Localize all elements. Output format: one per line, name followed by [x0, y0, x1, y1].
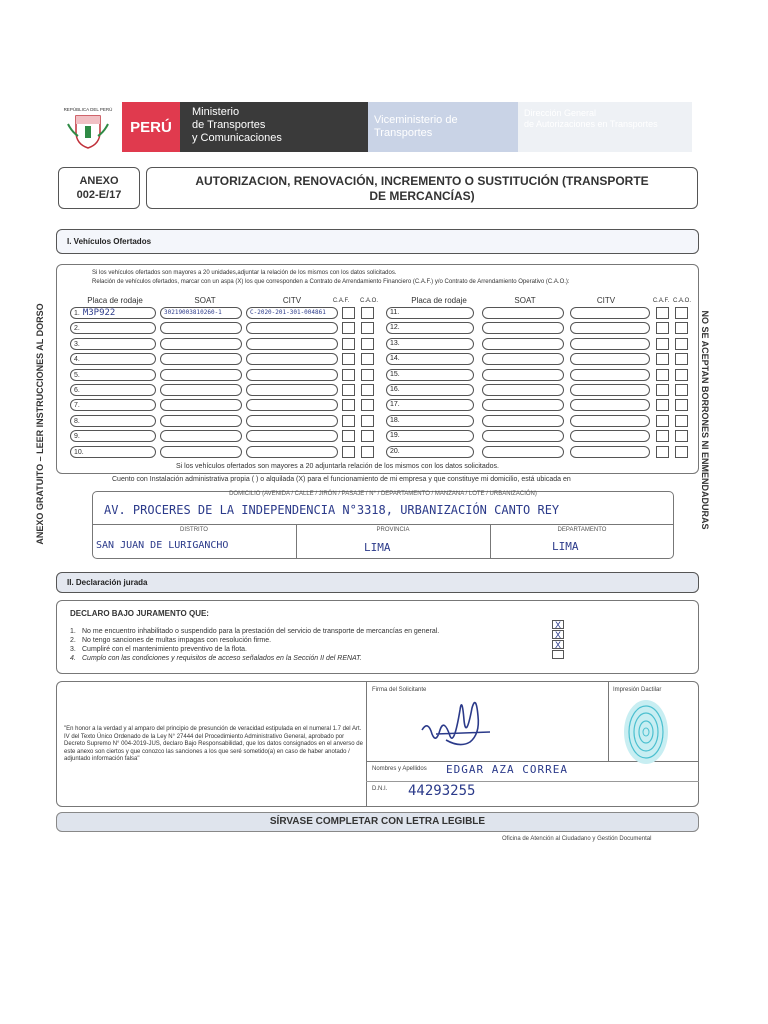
cao-checkbox[interactable] [675, 446, 688, 458]
header-banner [56, 102, 692, 152]
declaration-number: 4. [70, 655, 76, 662]
cao-checkbox[interactable] [361, 399, 374, 411]
soat-field[interactable] [160, 384, 242, 396]
row-number: 16. [390, 386, 400, 393]
caf-checkbox[interactable] [342, 322, 355, 334]
caf-checkbox[interactable] [342, 430, 355, 442]
plate-value: M3P922 [82, 308, 116, 318]
side-text-right: NO SE ACEPTAN BORRONES NI ENMENDADURAS [700, 310, 710, 530]
cao-checkbox[interactable] [675, 399, 688, 411]
declaration-text: No me encuentro inhabilitado o suspendido para la prestación del servicio de transporte de mercancías en general. [82, 628, 440, 635]
declaration-item [70, 646, 247, 653]
row-number: 11. [390, 309, 400, 316]
dni-label: D.N.I. [372, 786, 388, 792]
citv-field[interactable] [246, 353, 338, 365]
declaration-checkbox[interactable] [552, 650, 564, 659]
citv-field[interactable] [570, 446, 650, 458]
declaration-number: 3. [70, 646, 76, 653]
cao-checkbox[interactable] [361, 415, 374, 427]
declaration-text: Cumpliré con el mantenimiento preventivo de la flota. [82, 646, 247, 653]
caf-checkbox[interactable] [656, 338, 669, 350]
plate-field[interactable] [386, 399, 474, 411]
citv-field[interactable] [246, 430, 338, 442]
row-number: 7. [74, 402, 80, 410]
caf-checkbox[interactable] [656, 307, 669, 319]
province-field[interactable]: LIMA [364, 541, 391, 554]
cao-checkbox[interactable] [675, 369, 688, 381]
citv-field[interactable] [246, 399, 338, 411]
fingerprint-image [622, 698, 670, 771]
soat-field[interactable] [482, 369, 564, 381]
cao-checkbox[interactable] [675, 353, 688, 365]
declaration-item [70, 637, 271, 644]
plate-field[interactable] [386, 384, 474, 396]
fingerprint-label: Impresión Dactilar [613, 687, 662, 693]
soat-field[interactable] [482, 446, 564, 458]
row-number: 12. [390, 324, 400, 332]
declaration-number: 1. [70, 628, 76, 635]
soat-field[interactable] [160, 399, 242, 411]
col-plate-right: Placa de rodaje [411, 296, 467, 305]
soat-field[interactable] [160, 446, 242, 458]
plate-field[interactable] [386, 430, 474, 442]
department-label: DEPARTAMENTO [557, 527, 607, 533]
citv-field[interactable] [570, 307, 650, 319]
citv-field[interactable] [570, 369, 650, 381]
plate-field[interactable] [386, 307, 474, 319]
row-number: 5. [74, 371, 80, 379]
citv-field[interactable] [246, 415, 338, 427]
caf-checkbox[interactable] [656, 353, 669, 365]
row-number: 8. [74, 417, 80, 425]
declaration-checkbox[interactable]: X [552, 640, 564, 649]
citv-field[interactable] [570, 399, 650, 411]
cao-checkbox[interactable] [361, 353, 374, 365]
citv-field[interactable] [570, 353, 650, 365]
citv-field[interactable] [570, 338, 650, 350]
vehicles-note-2: Relación de vehículos ofertados, marcar con un aspa (X) los que corresponden a Contrato de Arrendamiento Financiero (C.A.F.) y/o Contrato de Arrendamiento Operativo (C.A.O.): [92, 279, 570, 285]
row-number: 3. [74, 340, 80, 348]
cao-checkbox[interactable] [675, 384, 688, 396]
ministry-line: de Transportes [192, 119, 266, 131]
row-number: 1. [74, 310, 80, 317]
soat-field[interactable]: 30219003810260-1 [160, 307, 242, 319]
row-number: 15. [390, 370, 400, 378]
citv-field[interactable] [246, 322, 338, 334]
cao-checkbox[interactable] [675, 322, 688, 334]
caf-checkbox[interactable] [342, 369, 355, 381]
office-footer: Oficina de Atención al Ciudadano y Gestión Documental [502, 836, 652, 842]
anexo-label: ANEXO [79, 175, 119, 187]
soat-field[interactable] [160, 430, 242, 442]
soat-field[interactable] [482, 399, 564, 411]
caf-checkbox[interactable] [656, 369, 669, 381]
citv-field[interactable] [570, 322, 650, 334]
soat-field[interactable] [482, 384, 564, 396]
cao-checkbox[interactable] [675, 430, 688, 442]
names-field[interactable]: EDGAR AZA CORREA [446, 763, 568, 776]
row-number: 17. [390, 401, 400, 409]
col-cao-left: C.A.O. [359, 298, 378, 304]
plate-field[interactable] [70, 307, 156, 319]
province-label: PROVINCIA [376, 527, 410, 533]
viceministry-label [368, 102, 518, 152]
declaration-item [70, 628, 439, 635]
row-number: 6. [74, 387, 80, 394]
soat-field[interactable] [160, 322, 242, 334]
ministry-line: Ministerio [192, 106, 240, 118]
ministry-line: y Comunicaciones [192, 132, 282, 144]
row-number: 20. [390, 447, 400, 455]
col-soat-left: SOAT [194, 296, 216, 305]
section2-label: II. Declaración jurada [67, 578, 148, 587]
plate-field[interactable] [386, 322, 474, 334]
plate-field[interactable] [70, 399, 156, 411]
soat-field[interactable] [160, 353, 242, 365]
col-caf-left: C.A.F. [332, 298, 350, 304]
caf-checkbox[interactable] [656, 446, 669, 458]
address-field[interactable]: AV. PROCERES DE LA INDEPENDENCIA N°3318, URBANIZACIÓN CANTO REY [104, 503, 560, 517]
caf-checkbox[interactable] [342, 399, 355, 411]
cao-checkbox[interactable] [675, 338, 688, 350]
plate-field[interactable] [70, 430, 156, 442]
signature-divider [608, 681, 609, 761]
plate-field[interactable] [70, 322, 156, 334]
legal-declaration-text: "En honor a la verdad y al amparo del principio de presunción de veracidad estipulada en el numeral 1.7 del Art. IV del Texto Único Ordenado de la Ley N° 27444 del Procedimiento Administrativo General, aprobado por Decreto Supremo N° 004-2019-JUS, declaro Bajo Responsabilidad, que los datos consignados en el anverso de este anexo son ciertos y que conozco las sanciones a los que seré sometido(a) en caso de haber anotado / adjuntado información falsa" [64, 726, 363, 762]
plate-field[interactable] [386, 415, 474, 427]
plate-field[interactable] [70, 446, 156, 458]
col-soat-right: SOAT [514, 296, 536, 305]
cao-checkbox[interactable] [361, 369, 374, 381]
declaration-text: Cumplo con las condiciones y requisitos de acceso señalados en la Sección II del RENAT. [82, 655, 362, 662]
cao-checkbox[interactable] [361, 446, 374, 458]
caf-checkbox[interactable] [342, 415, 355, 427]
address-divider [92, 524, 674, 525]
row-number: 13. [390, 339, 400, 347]
installation-line: Cuento con Instalación administrativa propia ( ) o alquilada (X) para el funcionamiento de mi empresa y que constituye mi domicilio, está ubicada en [112, 476, 571, 483]
vehicles-note-3: Si los vehículos ofertados son mayores a 20 adjuntarla relación de los mismos con los datos solicitados. [176, 463, 499, 470]
caf-checkbox[interactable] [656, 322, 669, 334]
caf-checkbox[interactable] [656, 430, 669, 442]
signature-divider [366, 681, 367, 807]
country-label: PERÚ [122, 102, 180, 152]
declaration-text: No tengo sanciones de multas impagas con resolución firme. [82, 637, 272, 644]
citv-field[interactable] [246, 338, 338, 350]
viceministry-line: Viceministerio de [374, 114, 458, 126]
signature-image[interactable] [416, 690, 496, 761]
soat-field[interactable] [160, 415, 242, 427]
district-label: DISTRITO [180, 527, 208, 533]
signature-label: Firma del Solicitante [372, 687, 427, 693]
caf-checkbox[interactable] [656, 415, 669, 427]
caf-checkbox[interactable] [342, 384, 355, 396]
anexo-code: 002-E/17 [76, 189, 122, 201]
caf-checkbox[interactable] [656, 384, 669, 396]
row-number: 2. [74, 325, 80, 333]
caf-checkbox[interactable] [342, 338, 355, 350]
row-number: 14. [390, 355, 400, 363]
signature-divider [366, 781, 699, 782]
address-label: DOMICILIO (AVENIDA / CALLE / JIRÓN / PASAJE / N° / DEPARTAMENTO / MANZANA / LOTE / URBANIZACIÓN) [229, 491, 537, 497]
plate-field[interactable] [386, 369, 474, 381]
col-citv-right: CITV [596, 296, 616, 305]
declaration-checkbox[interactable]: X [552, 620, 564, 629]
declaration-heading: DECLARO BAJO JURAMENTO QUE: [70, 609, 209, 618]
citv-field[interactable] [570, 415, 650, 427]
col-caf-right: C.A.F. [652, 298, 670, 304]
anexo-box [58, 167, 140, 209]
citv-field[interactable] [570, 430, 650, 442]
col-plate-left: Placa de rodaje [87, 296, 143, 305]
soat-field[interactable] [482, 430, 564, 442]
ministry-label [180, 102, 368, 152]
cao-checkbox[interactable] [361, 322, 374, 334]
declaration-item [70, 655, 362, 662]
direction-line: de Autorizaciones en Transportes [524, 119, 658, 129]
cao-checkbox[interactable] [361, 430, 374, 442]
plate-field[interactable] [70, 384, 156, 396]
section1-header [56, 229, 699, 254]
section1-label: I. Vehículos Ofertados [67, 237, 152, 246]
plate-field[interactable] [70, 415, 156, 427]
cao-checkbox[interactable] [361, 384, 374, 396]
viceministry-line: Transportes [374, 127, 433, 139]
plate-field[interactable] [70, 369, 156, 381]
row-number: 4. [74, 356, 80, 364]
soat-field[interactable] [482, 353, 564, 365]
plate-field[interactable] [70, 353, 156, 365]
soat-field[interactable] [482, 322, 564, 334]
soat-field[interactable] [482, 415, 564, 427]
plate-field[interactable] [386, 446, 474, 458]
department-field[interactable]: LIMA [552, 540, 579, 553]
declaration-checkbox[interactable]: X [552, 630, 564, 639]
row-number: 9. [74, 433, 80, 441]
plate-field[interactable] [70, 338, 156, 350]
caf-checkbox[interactable] [342, 307, 355, 319]
citv-field[interactable] [570, 384, 650, 396]
peru-shield-logo [56, 102, 120, 152]
col-citv-left: CITV [282, 296, 302, 305]
vehicles-note-1: Si los vehículos ofertados son mayores a 20 unidades,adjuntar la relación de los mismos con los datos solicitados. [92, 270, 397, 276]
cao-checkbox[interactable] [675, 415, 688, 427]
citv-field[interactable] [246, 369, 338, 381]
cao-checkbox[interactable] [675, 307, 688, 319]
names-label: Nombres y Apellidos [372, 766, 427, 772]
declaration-number: 2. [70, 637, 76, 644]
form-title: AUTORIZACION, RENOVACIÓN, INCREMENTO O SUSTITUCIÓN (TRANSPORTE DE MERCANCÍAS) [146, 167, 698, 209]
citv-field[interactable] [246, 384, 338, 396]
plate-field[interactable] [386, 338, 474, 350]
soat-field[interactable] [160, 369, 242, 381]
cao-checkbox[interactable] [361, 338, 374, 350]
col-cao-right: C.A.O. [672, 298, 691, 304]
row-number: 18. [390, 416, 400, 424]
caf-checkbox[interactable] [656, 399, 669, 411]
legible-notice: SÍRVASE COMPLETAR CON LETRA LEGIBLE [56, 812, 699, 832]
plate-field[interactable] [386, 353, 474, 365]
shield-caption: REPÚBLICA DEL PERÚ [63, 107, 113, 112]
caf-checkbox[interactable] [342, 446, 355, 458]
row-number: 10. [74, 448, 84, 456]
direction-line: Dirección General [524, 108, 597, 118]
caf-checkbox[interactable] [342, 353, 355, 365]
section2-header [56, 572, 699, 593]
side-text-left: ANEXO GRATUITO – LEER INSTRUCCIONES AL DORSO [35, 303, 45, 545]
row-number: 19. [390, 432, 400, 440]
soat-field[interactable] [482, 307, 564, 319]
citv-field[interactable] [246, 446, 338, 458]
cao-checkbox[interactable] [361, 307, 374, 319]
direction-label [518, 102, 692, 152]
district-field[interactable]: SAN JUAN DE LURIGANCHO [96, 540, 229, 551]
citv-field[interactable]: C-2020-201-301-004861 [246, 307, 338, 319]
soat-field[interactable] [482, 338, 564, 350]
soat-field[interactable] [160, 338, 242, 350]
dni-field[interactable]: 44293255 [408, 783, 476, 799]
